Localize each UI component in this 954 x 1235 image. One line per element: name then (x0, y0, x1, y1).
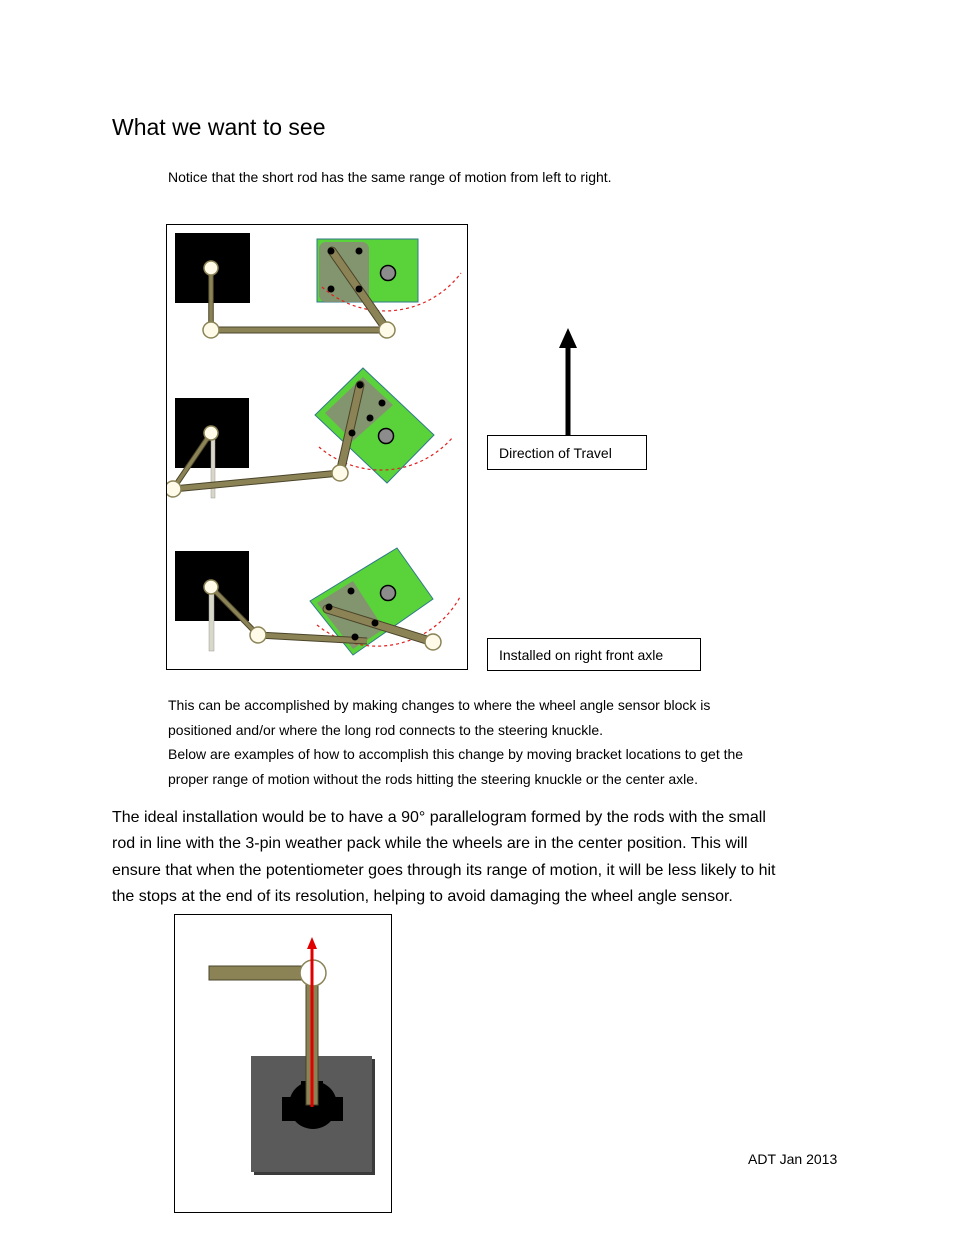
explanation-line: proper range of motion without the rods hitting the steering knuckle or the center axle. (168, 770, 698, 787)
axle-pivot-3 (381, 586, 396, 601)
knuckle-plate-2 (315, 368, 434, 483)
paragraph-line: rod in line with the 3-pin weather pack while the wheels are in the center position. This will (112, 835, 748, 853)
long-rod (209, 966, 313, 980)
long-rod-2 (173, 473, 340, 489)
pivot-joint (167, 481, 181, 497)
pivot-joint (379, 322, 395, 338)
position-center (175, 233, 461, 338)
ideal-installation-figure (174, 914, 392, 1213)
ideal-installation-paragraph (112, 805, 852, 910)
page-title: What we want to see (112, 114, 326, 140)
footer-date: ADT Jan 2013 (748, 1151, 838, 1167)
direction-of-travel-label: Direction of Travel (487, 435, 647, 470)
center-arrow-icon (307, 937, 317, 949)
direction-arrow-icon (556, 328, 580, 436)
explanation-paragraph (168, 693, 838, 791)
explanation-line: Below are examples of how to accomplish this change by moving bracket locations to get the (168, 746, 744, 762)
axle-pivot-1 (381, 266, 396, 281)
intro-note: Notice that the short rod has the same range of motion from left to right. (168, 169, 612, 185)
explanation-line: positioned and/or where the long rod connects to the steering knuckle. (168, 721, 604, 738)
steering-positions-drawing (167, 225, 467, 669)
axle-pivot-2 (379, 429, 394, 444)
ideal-installation-drawing (175, 915, 391, 1212)
pivot-joint (250, 627, 266, 643)
paragraph-line: The ideal installation would be to have a 90° parallelogram formed by the rods with the small (112, 809, 766, 826)
paragraph-line: ensure that when the potentiometer goes through its range of motion, it will be less likely to hit (112, 861, 776, 879)
paragraph-line: the stops at the end of its resolution, helping to avoid damaging the wheel angle sensor. (112, 887, 733, 905)
pivot-joint (204, 261, 218, 275)
position-turned-right (175, 548, 460, 655)
pivot-joint (204, 580, 218, 594)
installed-location-label: Installed on right front axle (487, 638, 701, 671)
explanation-line: This can be accomplished by making changes to where the wheel angle sensor block is (168, 697, 711, 713)
steering-positions-figure (166, 224, 468, 670)
pivot-joint (425, 634, 441, 650)
pivot-joint (203, 322, 219, 338)
pivot-joint (204, 426, 218, 440)
pivot-joint (332, 465, 348, 481)
position-turned-left (167, 368, 453, 498)
